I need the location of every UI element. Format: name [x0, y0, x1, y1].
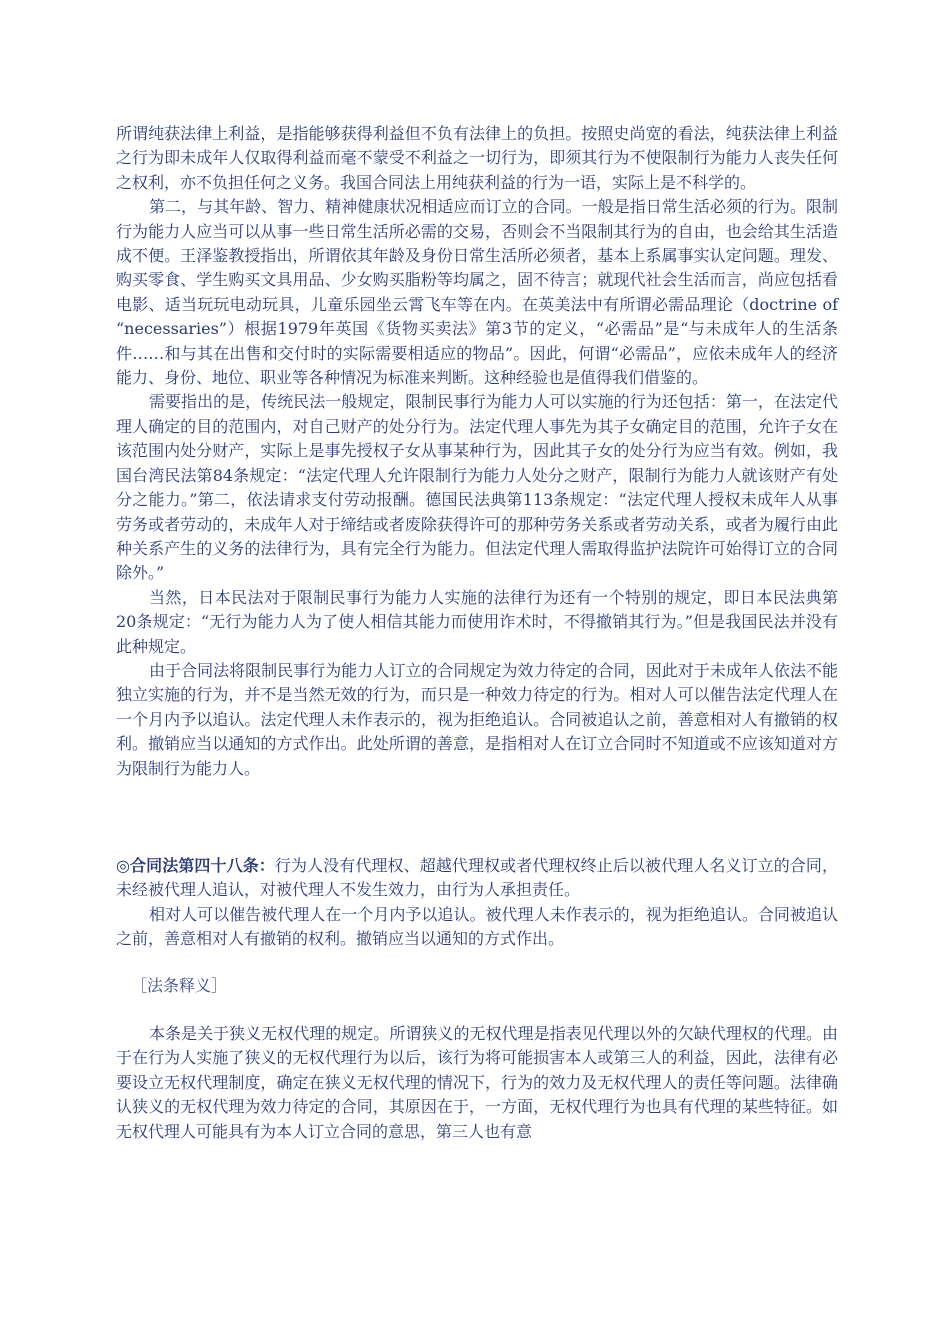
heading-gap — [116, 952, 838, 974]
paragraph-narrow-unauthorized-agency: 本条是关于狭义无权代理的规定。所谓狭义的无权代理是指表见代理以外的欠缺代理权的代理。由于在行为人实施了狭义的无权代理行为以后，该行为将可能损害本人或第三人的利益，因此，法律有必要设立无权代理制度，确定在狭义无权代理的情况下，行为的效力及无权代理人的责任等问题。法律确认狭义的无权代理为效力待定的合同，其原因在于，一方面，无权代理行为也具有代理的某些特征。如无权代理人可能具有为本人订立合同的意思，第三人也有意 — [116, 1024, 838, 1141]
section-gap — [116, 781, 838, 854]
section-heading-interpretation: ［法条释义］ — [131, 975, 228, 995]
paragraph-pending-validity: 由于合同法将限制民事行为能力人订立的合同规定为效力待定的合同，因此对于未成年人依法不能独立实施的行为，并不是当然无效的行为，而只是一种效力待定的行为。相对人可以催告法定代理人在一个月内予以追认。法定代理人未作表示的，视为拒绝追认。合同被追认之前，善意相对人有撤销的权利。撤销应当以通知的方式作出。此处所谓的善意，是指相对人在订立合同时不知道或不应该知道对方为限制行为能力人。 — [116, 660, 838, 778]
document-page — [116, 122, 838, 1144]
article-48 — [116, 854, 838, 903]
paragraph-japanese-civil-law: 当然，日本民法对于限制民事行为能力人实施的法律行为还有一个特别的规定，即日本民法典第20条规定：“无行为能力人为了使人相信其能力而使用诈术时，不得撤销其行为。”但是我国民法并没有此种规定。 — [116, 587, 838, 656]
article-text: 行为人没有代理权、超越代理权或者代理权终止后以被代理人名义订立的合同，未经被代理人追认，对被代理人不发生效力，由行为人承担责任。 — [116, 855, 838, 900]
article-title: ◎合同法第四十八条： — [116, 855, 275, 875]
heading-after-gap — [116, 998, 838, 1022]
paragraph-traditional-civil-law: 需要指出的是，传统民法一般规定，限制民事行为能力人可以实施的行为还包括：第一，在法定代理人确定的目的范围内，对自己财产的处分行为。法定代理人事先为其子女确定目的范围，允许子女在该范围内处分财产，实际上是事先授权子女从事某种行为，因此其子女的处分行为应当有效。例如，我国台湾民法第84条规定：“法定代理人允许限制行为能力人处分之财产，限制行为能力人就该财产有处分之能力。”第二，依法请求支付劳动报酬。德国民法典第113条规定：“法定代理人授权未成年人从事劳务或者劳动的，未成年人对于缔结或者废除获得许可的那种劳务关系或者劳动关系，或者为履行由此种关系产生的义务的法律行为，具有完全行为能力。但法定代理人需取得监护法院许可始得订立的合同除外。” — [116, 392, 838, 583]
paragraph-pure-benefit: 所谓纯获法律上利益，是指能够获得利益但不负有法律上的负担。按照史尚宽的看法，纯获法律上利益之行为即未成年人仅取得利益而毫不蒙受不利益之一切行为，即须其行为不使限制行为能力人丧失任何之权利，亦不负担任何之义务。我国合同法上用纯获利益的行为一语，实际上是不科学的。 — [116, 124, 838, 192]
article-48-paragraph-2: 相对人可以催告被代理人在一个月内予以追认。被代理人未作表示的，视为拒绝追认。合同被追认之前，善意相对人有撤销的权利。撤销应当以通知的方式作出。 — [116, 904, 838, 949]
paragraph-second-condition: 第二，与其年龄、智力、精神健康状况相适应而订立的合同。一般是指日常生活必须的行为。限制行为能力人应当可以从事一些日常生活所必需的交易，否则会不当限制其行为的自由，也会给其生活造成不便。王泽鉴教授指出，所谓依其年龄及身份日常生活所必须者，基本上系属事实认定问题。理发、购买零食、学生购买文具用品、少女购买脂粉等均属之，固不待言；就现代社会生活而言，尚应包括看电影、适当玩玩电动玩具，儿童乐园坐云霄飞车等在内。在英美法中有所谓必需品理论（doctrine of “necessaries”）根据1979年英国《货物买卖法》第3节的定义，“必需品”是“与未成年人的生活条件……和与其在出售和交付时的实际需要相适应的物品”。因此，何谓“必需品”，应依未成年人的经济能力、身份、地位、职业等各种情况为标准来判断。这种经验也是值得我们借鉴的。 — [116, 197, 838, 388]
